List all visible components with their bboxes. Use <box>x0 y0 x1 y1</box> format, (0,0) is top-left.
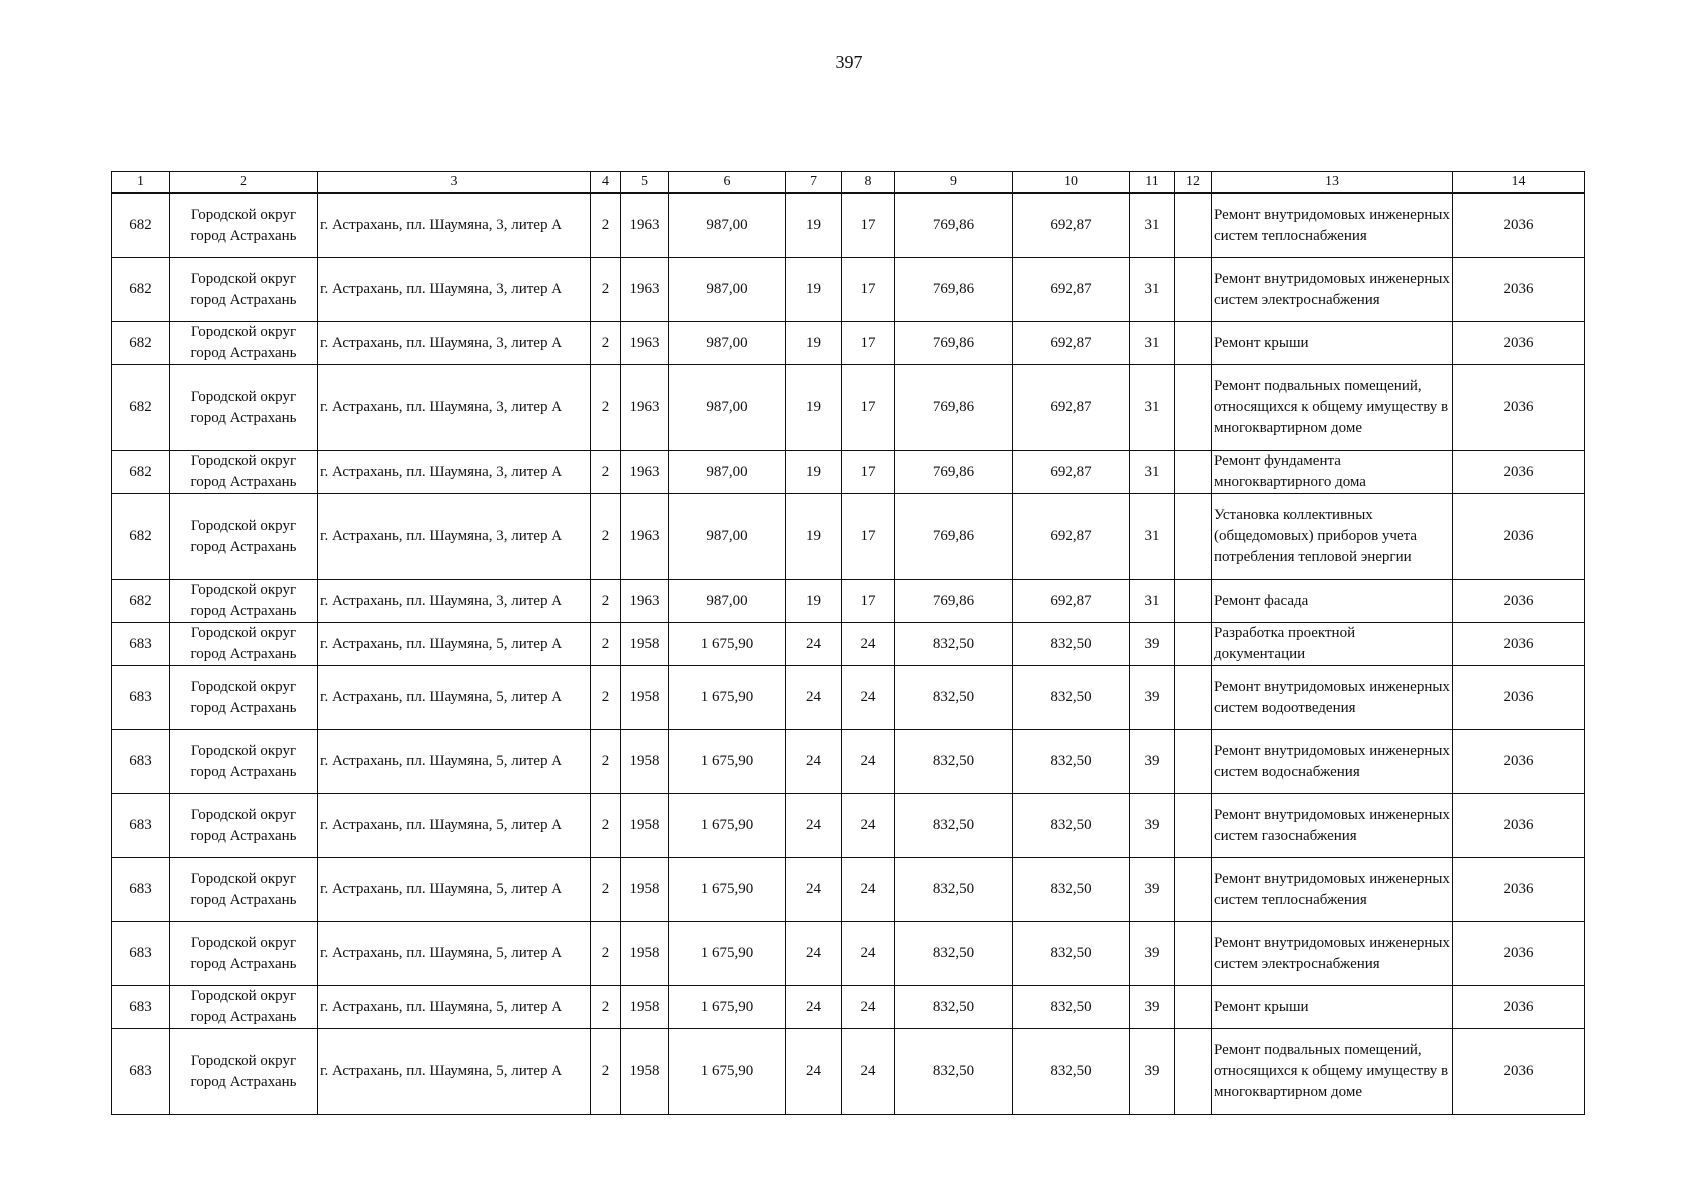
table-cell-col-14: 2036 <box>1453 193 1585 258</box>
table-cell-col-6: 987,00 <box>669 322 786 365</box>
table-cell-col-7: 19 <box>786 494 842 580</box>
column-header: 10 <box>1013 172 1130 194</box>
table-cell-col-11: 39 <box>1130 922 1175 986</box>
table-body <box>112 193 1585 1115</box>
table-cell-col-8: 17 <box>842 258 895 322</box>
table-cell-col-1: 682 <box>112 451 170 494</box>
table-row <box>112 858 1585 922</box>
table-cell-col-12 <box>1175 258 1212 322</box>
table-cell-col-11: 31 <box>1130 365 1175 451</box>
table-cell-col-1: 683 <box>112 794 170 858</box>
column-header: 7 <box>786 172 842 194</box>
table-row <box>112 580 1585 623</box>
table-row <box>112 494 1585 580</box>
table-cell-col-12 <box>1175 580 1212 623</box>
table-cell-col-6: 1 675,90 <box>669 858 786 922</box>
table-cell-col-10: 832,50 <box>1013 730 1130 794</box>
table-cell-col-9: 769,86 <box>895 451 1013 494</box>
table-cell-col-4: 2 <box>591 494 621 580</box>
table-cell-col-12 <box>1175 623 1212 666</box>
table-cell-col-8: 17 <box>842 365 895 451</box>
table-cell-col-2: Городской округ город Астрахань <box>170 986 318 1029</box>
table-cell-col-2: Городской округ город Астрахань <box>170 858 318 922</box>
table-cell-col-6: 987,00 <box>669 451 786 494</box>
table-cell-col-9: 832,50 <box>895 623 1013 666</box>
table-row <box>112 258 1585 322</box>
table-cell-col-1: 682 <box>112 365 170 451</box>
table-cell-col-11: 31 <box>1130 193 1175 258</box>
table-cell-col-3: г. Астрахань, пл. Шаумяна, 3, литер А <box>318 193 591 258</box>
table-cell-col-13: Ремонт крыши <box>1212 986 1453 1029</box>
table-cell-col-5: 1963 <box>621 365 669 451</box>
table-cell-col-3: г. Астрахань, пл. Шаумяна, 3, литер А <box>318 258 591 322</box>
table-cell-col-4: 2 <box>591 623 621 666</box>
table-cell-col-3: г. Астрахань, пл. Шаумяна, 3, литер А <box>318 494 591 580</box>
table-cell-col-11: 31 <box>1130 258 1175 322</box>
table-cell-col-12 <box>1175 322 1212 365</box>
table-cell-col-12 <box>1175 986 1212 1029</box>
table-cell-col-4: 2 <box>591 666 621 730</box>
table-cell-col-2: Городской округ город Астрахань <box>170 1029 318 1115</box>
table-cell-col-2: Городской округ город Астрахань <box>170 580 318 623</box>
table-row <box>112 193 1585 258</box>
table-cell-col-12 <box>1175 193 1212 258</box>
column-number-row <box>112 172 1585 194</box>
table-cell-col-10: 832,50 <box>1013 623 1130 666</box>
table-cell-col-3: г. Астрахань, пл. Шаумяна, 5, литер А <box>318 986 591 1029</box>
column-header: 13 <box>1212 172 1453 194</box>
table-cell-col-12 <box>1175 451 1212 494</box>
table-cell-col-14: 2036 <box>1453 258 1585 322</box>
table-row <box>112 986 1585 1029</box>
table-cell-col-12 <box>1175 1029 1212 1115</box>
table-cell-col-5: 1963 <box>621 258 669 322</box>
table-cell-col-2: Городской округ город Астрахань <box>170 730 318 794</box>
table-cell-col-1: 683 <box>112 730 170 794</box>
table-cell-col-6: 1 675,90 <box>669 794 786 858</box>
table-cell-col-5: 1963 <box>621 193 669 258</box>
table-cell-col-9: 832,50 <box>895 666 1013 730</box>
table-cell-col-6: 987,00 <box>669 365 786 451</box>
table-cell-col-6: 1 675,90 <box>669 986 786 1029</box>
table-cell-col-11: 39 <box>1130 1029 1175 1115</box>
table-cell-col-9: 769,86 <box>895 365 1013 451</box>
table-cell-col-7: 24 <box>786 922 842 986</box>
table-cell-col-14: 2036 <box>1453 451 1585 494</box>
table-cell-col-11: 39 <box>1130 794 1175 858</box>
table-cell-col-14: 2036 <box>1453 494 1585 580</box>
table-cell-col-13: Ремонт внутридомовых инженерных систем электроснабжения <box>1212 258 1453 322</box>
table-cell-col-6: 1 675,90 <box>669 666 786 730</box>
table-cell-col-14: 2036 <box>1453 580 1585 623</box>
table-row <box>112 1029 1585 1115</box>
table-cell-col-10: 832,50 <box>1013 666 1130 730</box>
table-cell-col-3: г. Астрахань, пл. Шаумяна, 3, литер А <box>318 451 591 494</box>
table-cell-col-13: Ремонт подвальных помещений, относящихся к общему имуществу в многоквартирном доме <box>1212 1029 1453 1115</box>
table-cell-col-1: 682 <box>112 258 170 322</box>
table-cell-col-4: 2 <box>591 922 621 986</box>
table-cell-col-9: 769,86 <box>895 193 1013 258</box>
table-cell-col-5: 1958 <box>621 986 669 1029</box>
table-cell-col-5: 1958 <box>621 922 669 986</box>
table-cell-col-3: г. Астрахань, пл. Шаумяна, 3, литер А <box>318 322 591 365</box>
table-cell-col-2: Городской округ город Астрахань <box>170 193 318 258</box>
table-cell-col-11: 39 <box>1130 986 1175 1029</box>
table-cell-col-7: 19 <box>786 258 842 322</box>
table-cell-col-13: Ремонт внутридомовых инженерных систем теплоснабжения <box>1212 858 1453 922</box>
table-cell-col-3: г. Астрахань, пл. Шаумяна, 5, литер А <box>318 794 591 858</box>
table-cell-col-9: 769,86 <box>895 494 1013 580</box>
table-cell-col-1: 682 <box>112 322 170 365</box>
table-cell-col-1: 683 <box>112 623 170 666</box>
table-cell-col-1: 683 <box>112 858 170 922</box>
table-cell-col-6: 1 675,90 <box>669 1029 786 1115</box>
table-cell-col-12 <box>1175 494 1212 580</box>
table-cell-col-10: 692,87 <box>1013 580 1130 623</box>
table-cell-col-8: 17 <box>842 494 895 580</box>
table-cell-col-2: Городской округ город Астрахань <box>170 922 318 986</box>
table-cell-col-9: 832,50 <box>895 730 1013 794</box>
table-cell-col-8: 17 <box>842 451 895 494</box>
page-number: 397 <box>835 52 863 72</box>
column-header: 1 <box>112 172 170 194</box>
table-cell-col-6: 987,00 <box>669 193 786 258</box>
column-header: 3 <box>318 172 591 194</box>
table-cell-col-12 <box>1175 922 1212 986</box>
table-row <box>112 623 1585 666</box>
table-cell-col-9: 832,50 <box>895 858 1013 922</box>
table-cell-col-12 <box>1175 730 1212 794</box>
table-cell-col-12 <box>1175 666 1212 730</box>
table-cell-col-2: Городской округ город Астрахань <box>170 365 318 451</box>
table-cell-col-9: 832,50 <box>895 1029 1013 1115</box>
table-cell-col-6: 1 675,90 <box>669 922 786 986</box>
table-cell-col-11: 39 <box>1130 858 1175 922</box>
table-cell-col-2: Городской округ город Астрахань <box>170 666 318 730</box>
table-cell-col-8: 24 <box>842 623 895 666</box>
table-cell-col-13: Разработка проектной документации <box>1212 623 1453 666</box>
table-cell-col-14: 2036 <box>1453 858 1585 922</box>
column-header: 4 <box>591 172 621 194</box>
column-header: 8 <box>842 172 895 194</box>
table-cell-col-5: 1963 <box>621 494 669 580</box>
table-cell-col-1: 683 <box>112 922 170 986</box>
table-cell-col-8: 24 <box>842 986 895 1029</box>
table-cell-col-8: 17 <box>842 322 895 365</box>
table-cell-col-1: 683 <box>112 1029 170 1115</box>
table-row <box>112 730 1585 794</box>
table-cell-col-12 <box>1175 365 1212 451</box>
table-cell-col-4: 2 <box>591 986 621 1029</box>
table-cell-col-10: 832,50 <box>1013 858 1130 922</box>
column-header: 11 <box>1130 172 1175 194</box>
table-cell-col-7: 24 <box>786 623 842 666</box>
table-cell-col-13: Ремонт фасада <box>1212 580 1453 623</box>
table-cell-col-4: 2 <box>591 730 621 794</box>
table-row <box>112 922 1585 986</box>
table-cell-col-13: Ремонт внутридомовых инженерных систем электроснабжения <box>1212 922 1453 986</box>
table-cell-col-1: 683 <box>112 986 170 1029</box>
table-cell-col-1: 682 <box>112 580 170 623</box>
table-cell-col-10: 692,87 <box>1013 494 1130 580</box>
table-cell-col-4: 2 <box>591 258 621 322</box>
table-cell-col-7: 19 <box>786 365 842 451</box>
table-cell-col-14: 2036 <box>1453 986 1585 1029</box>
table-cell-col-7: 24 <box>786 794 842 858</box>
table-cell-col-7: 24 <box>786 1029 842 1115</box>
table-cell-col-8: 17 <box>842 193 895 258</box>
table-cell-col-2: Городской округ город Астрахань <box>170 322 318 365</box>
table-cell-col-3: г. Астрахань, пл. Шаумяна, 3, литер А <box>318 365 591 451</box>
table-cell-col-8: 24 <box>842 858 895 922</box>
table-cell-col-13: Ремонт крыши <box>1212 322 1453 365</box>
table-cell-col-9: 769,86 <box>895 580 1013 623</box>
table-cell-col-3: г. Астрахань, пл. Шаумяна, 5, литер А <box>318 1029 591 1115</box>
table-cell-col-1: 682 <box>112 193 170 258</box>
table-cell-col-1: 682 <box>112 494 170 580</box>
table-cell-col-13: Установка коллективных (общедомовых) приборов учета потребления тепловой энергии <box>1212 494 1453 580</box>
table-cell-col-5: 1963 <box>621 451 669 494</box>
table-cell-col-4: 2 <box>591 451 621 494</box>
table-cell-col-9: 769,86 <box>895 258 1013 322</box>
table-cell-col-4: 2 <box>591 322 621 365</box>
column-header: 5 <box>621 172 669 194</box>
table-cell-col-5: 1958 <box>621 730 669 794</box>
table-cell-col-2: Городской округ город Астрахань <box>170 451 318 494</box>
column-header: 9 <box>895 172 1013 194</box>
table-cell-col-10: 832,50 <box>1013 1029 1130 1115</box>
table-cell-col-7: 19 <box>786 193 842 258</box>
table-cell-col-14: 2036 <box>1453 1029 1585 1115</box>
table-cell-col-8: 17 <box>842 580 895 623</box>
table-cell-col-10: 692,87 <box>1013 322 1130 365</box>
table-cell-col-11: 31 <box>1130 451 1175 494</box>
table-cell-col-4: 2 <box>591 365 621 451</box>
table-cell-col-9: 832,50 <box>895 986 1013 1029</box>
table-cell-col-5: 1958 <box>621 858 669 922</box>
table-cell-col-6: 987,00 <box>669 494 786 580</box>
table-cell-col-4: 2 <box>591 580 621 623</box>
table-cell-col-13: Ремонт внутридомовых инженерных систем теплоснабжения <box>1212 193 1453 258</box>
table-cell-col-9: 832,50 <box>895 794 1013 858</box>
table-cell-col-8: 24 <box>842 922 895 986</box>
table-cell-col-11: 31 <box>1130 580 1175 623</box>
column-header: 14 <box>1453 172 1585 194</box>
table-cell-col-9: 769,86 <box>895 322 1013 365</box>
table-cell-col-3: г. Астрахань, пл. Шаумяна, 5, литер А <box>318 858 591 922</box>
table-cell-col-10: 832,50 <box>1013 922 1130 986</box>
table-cell-col-7: 24 <box>786 666 842 730</box>
table-row <box>112 666 1585 730</box>
table-cell-col-14: 2036 <box>1453 365 1585 451</box>
table-cell-col-14: 2036 <box>1453 623 1585 666</box>
table-cell-col-10: 692,87 <box>1013 258 1130 322</box>
table-cell-col-7: 19 <box>786 580 842 623</box>
column-header: 12 <box>1175 172 1212 194</box>
column-header: 6 <box>669 172 786 194</box>
table-cell-col-10: 832,50 <box>1013 986 1130 1029</box>
table-cell-col-1: 683 <box>112 666 170 730</box>
table-cell-col-12 <box>1175 794 1212 858</box>
table-cell-col-7: 24 <box>786 858 842 922</box>
table-cell-col-2: Городской округ город Астрахань <box>170 794 318 858</box>
table-cell-col-3: г. Астрахань, пл. Шаумяна, 5, литер А <box>318 730 591 794</box>
table-cell-col-3: г. Астрахань, пл. Шаумяна, 5, литер А <box>318 666 591 730</box>
table-cell-col-5: 1963 <box>621 580 669 623</box>
table-cell-col-2: Городской округ город Астрахань <box>170 258 318 322</box>
table-cell-col-14: 2036 <box>1453 922 1585 986</box>
table-cell-col-6: 1 675,90 <box>669 623 786 666</box>
table-cell-col-6: 1 675,90 <box>669 730 786 794</box>
table-cell-col-13: Ремонт фундамента многоквартирного дома <box>1212 451 1453 494</box>
table-cell-col-11: 31 <box>1130 494 1175 580</box>
table-cell-col-3: г. Астрахань, пл. Шаумяна, 3, литер А <box>318 580 591 623</box>
table-cell-col-13: Ремонт подвальных помещений, относящихся к общему имуществу в многоквартирном доме <box>1212 365 1453 451</box>
table-row <box>112 451 1585 494</box>
table-cell-col-11: 39 <box>1130 666 1175 730</box>
table-cell-col-13: Ремонт внутридомовых инженерных систем водоотведения <box>1212 666 1453 730</box>
table-cell-col-2: Городской округ город Астрахань <box>170 623 318 666</box>
table-cell-col-7: 19 <box>786 322 842 365</box>
table-cell-col-8: 24 <box>842 1029 895 1115</box>
column-header: 2 <box>170 172 318 194</box>
table-cell-col-14: 2036 <box>1453 730 1585 794</box>
table-cell-col-8: 24 <box>842 730 895 794</box>
table-cell-col-2: Городской округ город Астрахань <box>170 494 318 580</box>
table-cell-col-3: г. Астрахань, пл. Шаумяна, 5, литер А <box>318 922 591 986</box>
table-row <box>112 794 1585 858</box>
table-cell-col-8: 24 <box>842 794 895 858</box>
table-cell-col-5: 1958 <box>621 794 669 858</box>
table-cell-col-5: 1958 <box>621 666 669 730</box>
table-cell-col-3: г. Астрахань, пл. Шаумяна, 5, литер А <box>318 623 591 666</box>
table-cell-col-10: 832,50 <box>1013 794 1130 858</box>
table-cell-col-5: 1958 <box>621 1029 669 1115</box>
table-cell-col-9: 832,50 <box>895 922 1013 986</box>
table-cell-col-7: 19 <box>786 451 842 494</box>
table-cell-col-14: 2036 <box>1453 322 1585 365</box>
table-cell-col-12 <box>1175 858 1212 922</box>
table-cell-col-4: 2 <box>591 858 621 922</box>
table-cell-col-8: 24 <box>842 666 895 730</box>
table-row <box>112 322 1585 365</box>
table-cell-col-5: 1963 <box>621 322 669 365</box>
table-cell-col-13: Ремонт внутридомовых инженерных систем водоснабжения <box>1212 730 1453 794</box>
table-cell-col-14: 2036 <box>1453 794 1585 858</box>
table-cell-col-10: 692,87 <box>1013 365 1130 451</box>
table-cell-col-6: 987,00 <box>669 580 786 623</box>
table-cell-col-6: 987,00 <box>669 258 786 322</box>
table-row <box>112 365 1585 451</box>
table-cell-col-13: Ремонт внутридомовых инженерных систем газоснабжения <box>1212 794 1453 858</box>
table-cell-col-4: 2 <box>591 794 621 858</box>
table-cell-col-4: 2 <box>591 1029 621 1115</box>
table-cell-col-14: 2036 <box>1453 666 1585 730</box>
table-cell-col-4: 2 <box>591 193 621 258</box>
table-cell-col-5: 1958 <box>621 623 669 666</box>
table-cell-col-10: 692,87 <box>1013 451 1130 494</box>
table-cell-col-11: 39 <box>1130 730 1175 794</box>
capital-repair-table <box>111 171 1585 1115</box>
table-cell-col-11: 39 <box>1130 623 1175 666</box>
table-cell-col-10: 692,87 <box>1013 193 1130 258</box>
table-cell-col-7: 24 <box>786 986 842 1029</box>
table-cell-col-11: 31 <box>1130 322 1175 365</box>
table-cell-col-7: 24 <box>786 730 842 794</box>
